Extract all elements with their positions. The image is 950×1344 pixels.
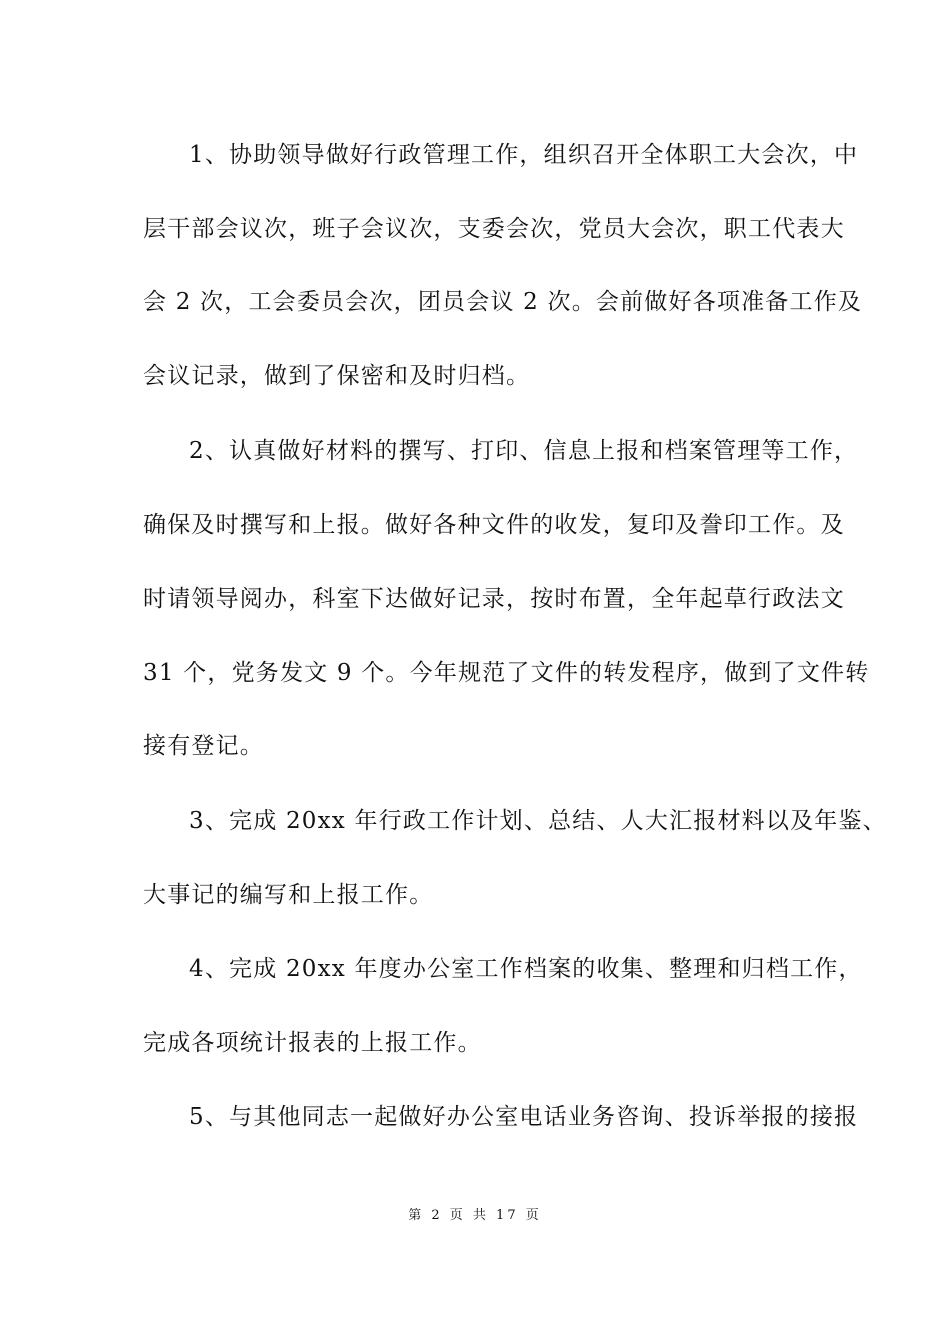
- paragraph-4-line-1: 4、完成 20xx 年度办公室工作档案的收集、整理和归档工作，: [189, 956, 863, 982]
- paragraph-2-line-2: 确保及时撰写和上报。做好各种文件的收发，复印及誊印工作。及: [143, 512, 845, 538]
- paragraph-2-line-5: 接有登记。: [143, 733, 264, 759]
- paragraph-1-line-2: 层干部会议次，班子会议次，支委会次，党员大会次，职工代表大: [143, 216, 845, 242]
- paragraph-2-line-3: 时请领导阅办，科室下达做好记录，按时布置，全年起草行政法文: [143, 586, 845, 612]
- paragraph-1-line-1: 1、协助领导做好行政管理工作，组织召开全体职工大会次，中: [189, 142, 859, 168]
- paragraph-2-line-1: 2、认真做好材料的撰写、打印、信息上报和档案管理等工作，: [189, 438, 859, 464]
- paragraph-3-line-1: 3、完成 20xx 年行政工作计划、总结、人大汇报材料以及年鉴、: [189, 808, 887, 834]
- page-number-label: 第 2 页 共 17 页: [408, 1208, 542, 1223]
- paragraph-1-line-4: 会议记录，做到了保密和及时归档。: [143, 363, 531, 389]
- paragraph-3-line-2: 大事记的编写和上报工作。: [143, 882, 434, 908]
- paragraph-2-line-4: 31 个，党务发文 9 个。今年规范了文件的转发程序，做到了文件转: [143, 660, 870, 686]
- page-footer: [0, 1207, 950, 1225]
- paragraph-4-line-2: 完成各项统计报表的上报工作。: [143, 1030, 482, 1056]
- paragraph-5-line-1: 5、与其他同志一起做好办公室电话业务咨询、投诉举报的接报: [189, 1104, 859, 1130]
- paragraph-1-line-3: 会 2 次，工会委员会次，团员会议 2 次。会前做好各项准备工作及: [143, 289, 863, 315]
